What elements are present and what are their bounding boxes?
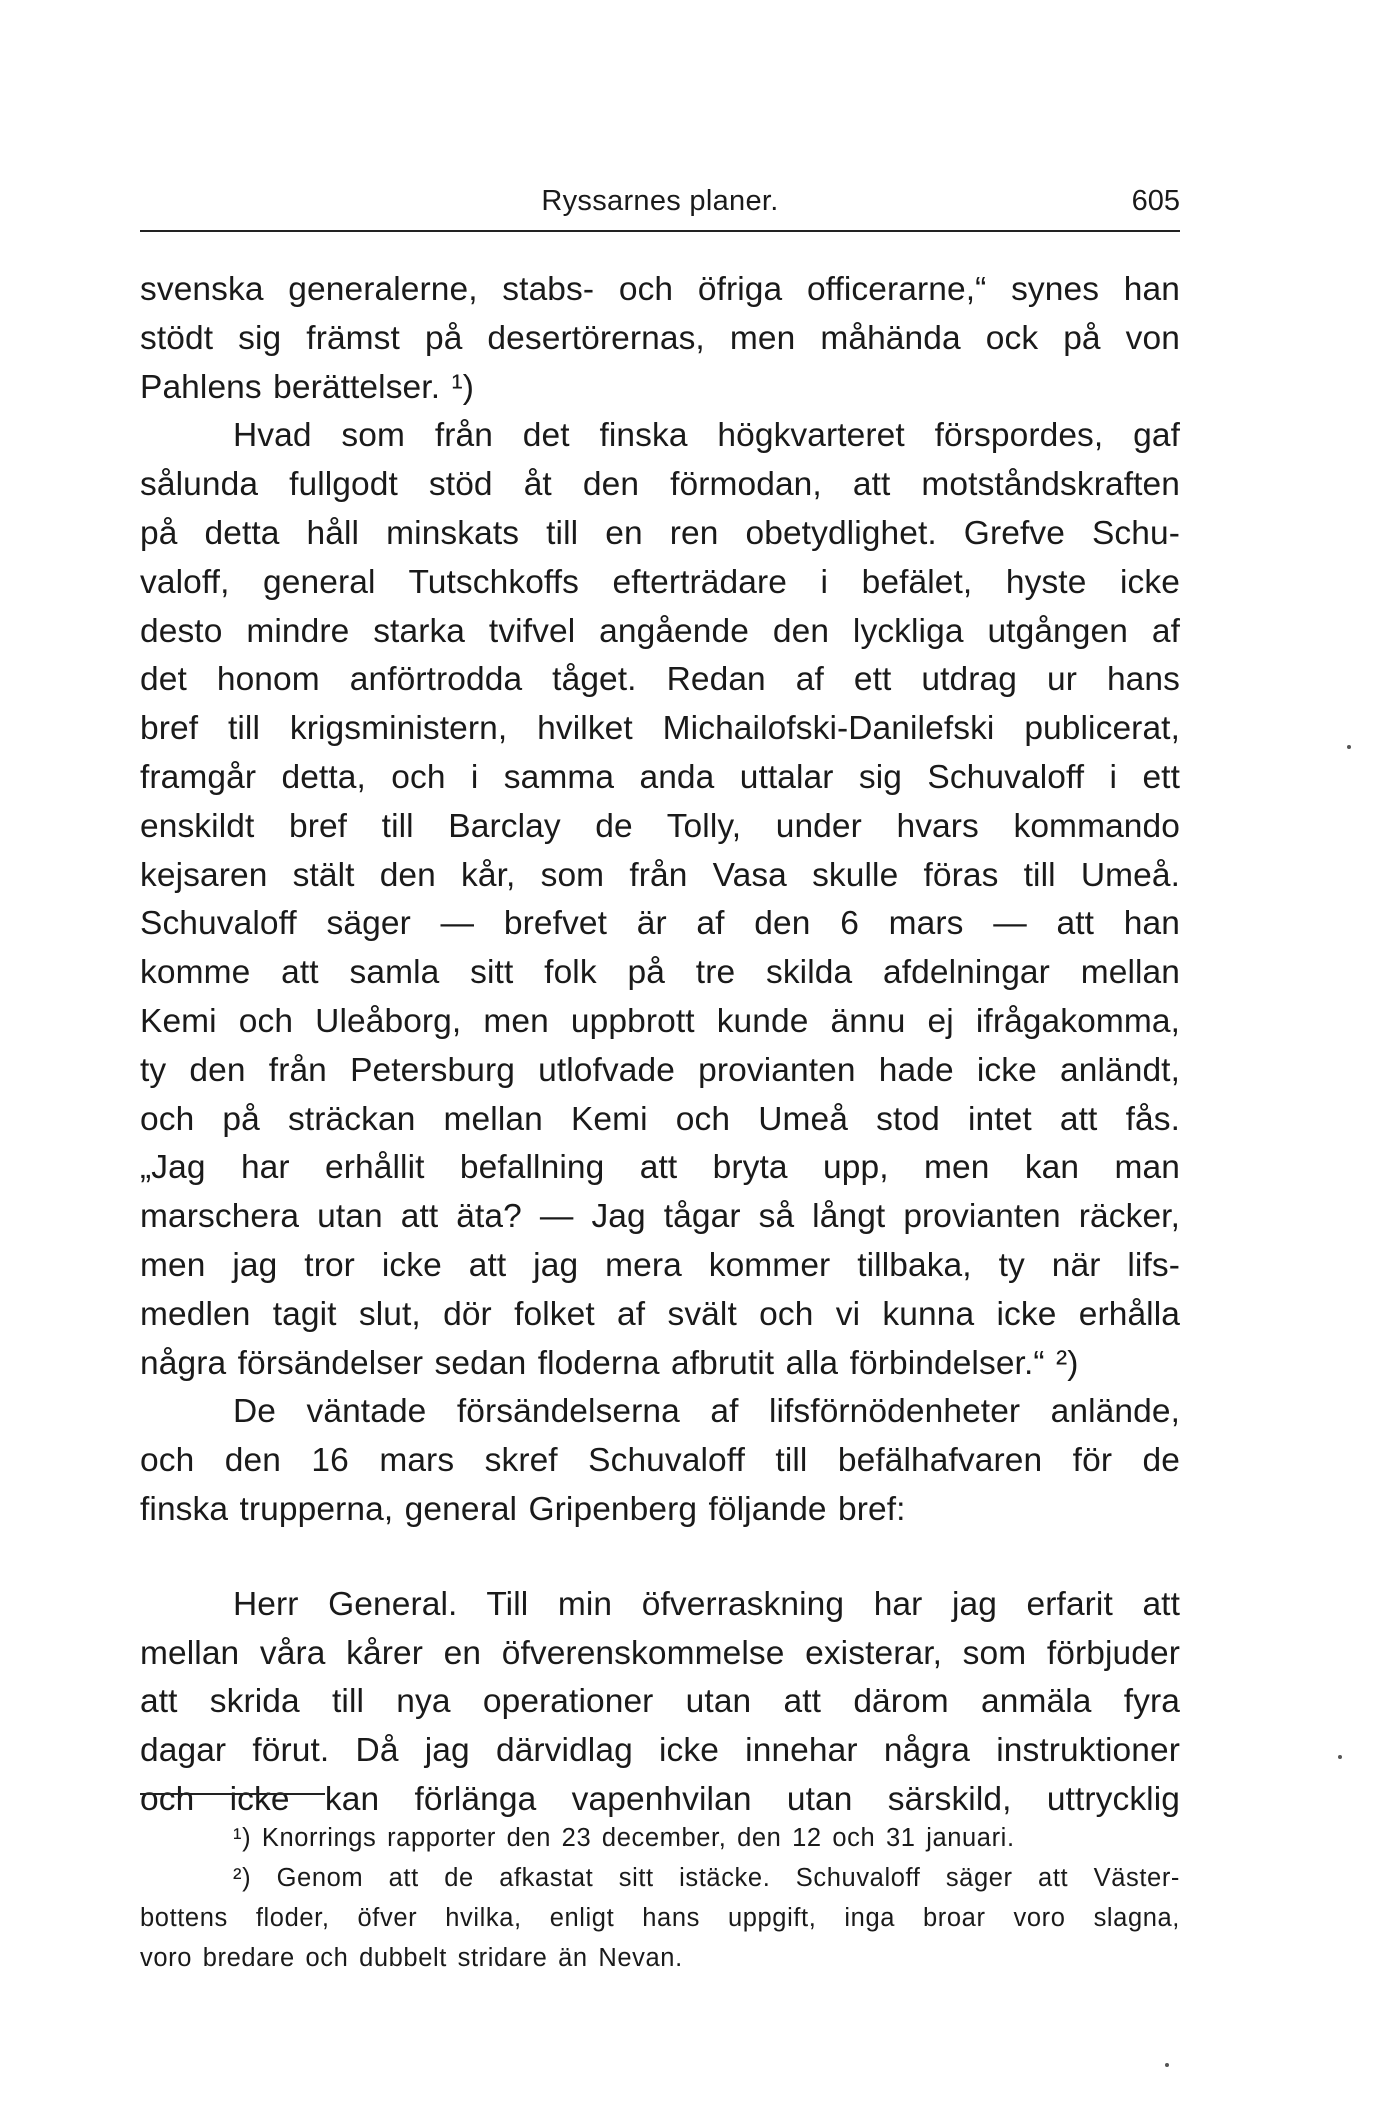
text-line: finska trupperna, general Gripenberg följande bref: — [140, 1490, 906, 1528]
running-title: Ryssarnes planer. — [541, 185, 779, 217]
text-line: medlen tagit slut, dör folket af svält och vi kunna icke erhålla — [140, 1295, 1180, 1333]
body-text — [140, 266, 1180, 1825]
letter-line: och icke kan förlänga vapenhvilan utan särskild, uttrycklig — [140, 1780, 1180, 1818]
text-line: desto mindre starka tvifvel angående den lyckliga utgången af — [140, 612, 1180, 650]
letter-line: att skrida till nya operationer utan att därom anmäla fyra — [140, 1683, 1180, 1721]
page-header — [140, 185, 1180, 225]
text-line: bref till krigsministern, hvilket Michailofski-Danilefski publicerat, — [140, 710, 1180, 748]
text-line: på detta håll minskats till en ren obetydlighet. Grefve Schu- — [140, 514, 1180, 552]
text-line: svenska generalerne, stabs- och öfriga officerarne,“ synes han — [140, 271, 1180, 308]
letter-line: mellan våra kårer en öfverenskommelse existerar, som förbjuder — [140, 1634, 1180, 1672]
text-line: stödt sig främst på desertörernas, men måhända ock på von — [140, 319, 1180, 357]
text-line: „Jag har erhållit befallning att bryta upp, men kan man — [140, 1149, 1180, 1187]
text-line: Hvad som från det finska högkvarteret förspordes, gaf — [233, 417, 1180, 455]
paragraph-gap — [140, 1535, 1180, 1581]
text-line: enskildt bref till Barclay de Tolly, under hvars kommando — [140, 807, 1180, 845]
text-line: och på sträckan mellan Kemi och Umeå stod intet att fås. — [140, 1100, 1180, 1138]
footnotes — [140, 1818, 1180, 1978]
text-line: valoff, general Tutschkoffs efterträdare i befälet, hyste icke — [140, 563, 1180, 601]
footnote-rule — [140, 1793, 325, 1795]
text-line: det honom anförtrodda tåget. Redan af ett utdrag ur hans — [140, 661, 1180, 699]
letter-line: dagar förut. Då jag därvidlag icke innehar några instruktioner — [140, 1732, 1180, 1770]
print-speck — [1165, 2063, 1169, 2067]
text-line: Pahlens berättelser. ¹) — [140, 368, 475, 406]
text-line: men jag tror icke att jag mera kommer tillbaka, ty när lifs- — [140, 1246, 1180, 1284]
text-line: sålunda fullgodt stöd åt den förmodan, att motståndskraften — [140, 466, 1180, 504]
text-line: kejsaren stält den kår, som från Vasa skulle föras till Umeå. — [140, 856, 1180, 894]
text-line: framgår detta, och i samma anda uttalar sig Schuvaloff i ett — [140, 758, 1180, 796]
footnote-line: voro bredare och dubbelt stridare än Nevan. — [140, 1944, 683, 1972]
text-line: ty den från Petersburg utlofvade provianten hade icke anländt, — [140, 1051, 1180, 1089]
text-line: några försändelser sedan floderna afbrutit alla förbindelser.“ ²) — [140, 1344, 1079, 1382]
page-number: 605 — [1131, 185, 1180, 217]
footnote-line: ¹) Knorrings rapporter den 23 december, den 12 och 31 januari. — [233, 1824, 1015, 1852]
footnote-line: ²) Genom att de afkastat sitt istäcke. Schuvaloff säger att Väster- — [233, 1864, 1180, 1892]
text-line: De väntade försändelserna af lifsförnödenheter anlände, — [233, 1393, 1180, 1431]
print-speck — [1347, 745, 1351, 749]
text-line: Schuvaloff säger — brefvet är af den 6 mars — att han — [140, 905, 1180, 943]
header-rule — [140, 230, 1180, 232]
text-line: och den 16 mars skref Schuvaloff till befälhafvaren för de — [140, 1442, 1180, 1480]
letter-line: Herr General. Till min öfverraskning har jag erfarit att — [233, 1585, 1180, 1623]
text-line: marschera utan att äta? — Jag tågar så långt provianten räcker, — [140, 1198, 1180, 1236]
text-line: komme att samla sitt folk på tre skilda afdelningar mellan — [140, 954, 1180, 992]
footnote-line: bottens floder, öfver hvilka, enligt hans uppgift, inga broar voro slagna, — [140, 1904, 1180, 1932]
text-line: Kemi och Uleåborg, men uppbrott kunde ännu ej ifrågakomma, — [140, 1002, 1180, 1040]
print-speck — [1338, 1755, 1342, 1759]
